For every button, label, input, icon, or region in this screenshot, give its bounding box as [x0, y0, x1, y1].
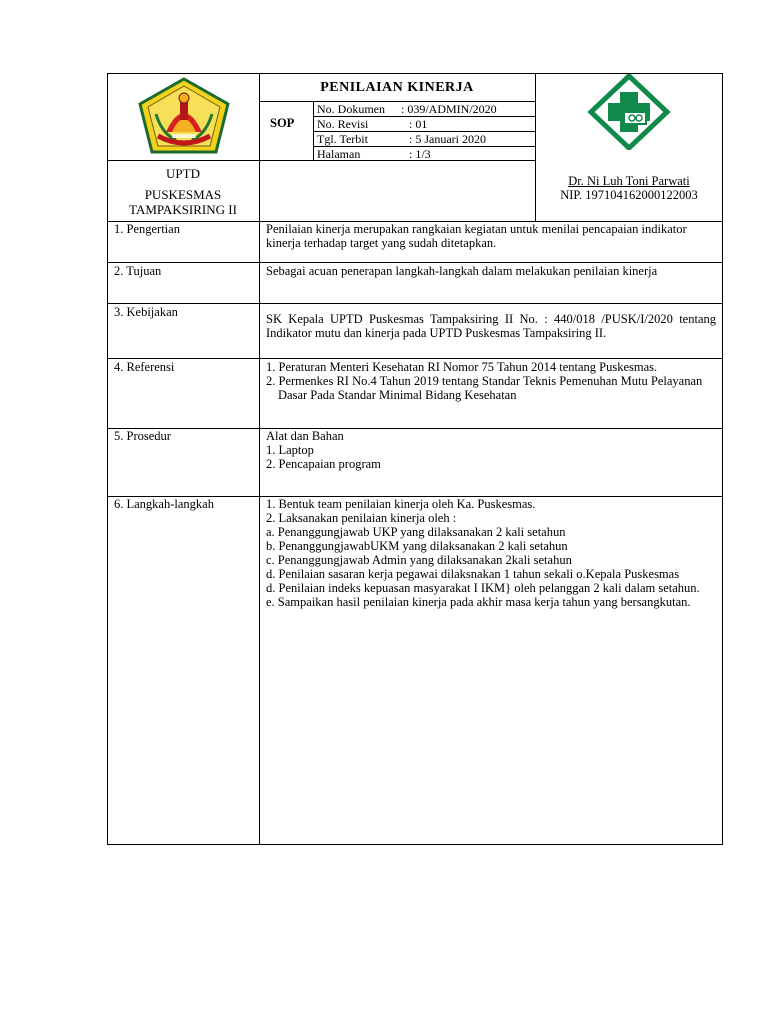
issue-date-row — [313, 132, 535, 147]
section-label-kebijakan: 3. Kebijakan — [114, 305, 178, 319]
prosedur-intro: Alat dan Bahan — [266, 429, 344, 443]
row-divider — [107, 358, 723, 359]
revision-row — [313, 117, 535, 132]
section-list-referensi — [266, 360, 716, 402]
section-label-langkah: 6. Langkah-langkah — [114, 497, 214, 511]
sop-label: SOP — [270, 116, 295, 130]
org-line-location: TAMPAKSIRING II — [129, 201, 237, 217]
list-item: c. Penanggungjawab Admin yang dilaksanakan 2kali setahun — [266, 553, 572, 567]
issue-date-value: : 5 Januari 2020 — [409, 132, 486, 146]
org-line-uptd: UPTD — [166, 166, 200, 181]
section-list-langkah — [266, 497, 716, 609]
doc-number-value: : 039/ADMIN/2020 — [401, 102, 497, 116]
list-item: 1. Peraturan Menteri Kesehatan RI Nomor 75 Tahun 2014 tentang Puskesmas. — [266, 360, 658, 374]
pemkab-gianyar-emblem-icon — [136, 74, 232, 160]
issue-date-key: Tgl. Terbit — [317, 132, 368, 146]
list-item: d. Penilaian indeks kepuasan masyarakat I IKM} oleh pelanggan 2 kali dalam setahun. — [266, 581, 700, 595]
column-divider — [259, 73, 260, 845]
organization-name — [107, 167, 259, 217]
page-key: Halaman — [317, 147, 361, 161]
org-line-puskesmas: PUSKESMAS — [144, 187, 222, 203]
list-item: d. Penilaian sasaran kerja pegawai dilaksnakan 1 tahun sekali o.Kepala Puskesmas — [266, 567, 680, 581]
section-label-tujuan: 2. Tujuan — [114, 264, 162, 278]
doc-number-key: No. Dokumen — [317, 102, 385, 116]
signer-nip: NIP. 197104162000122003 — [560, 188, 698, 202]
list-item: 2. Laksanakan penilaian kinerja oleh : — [266, 511, 457, 525]
list-item: e. Sampaikan hasil penilaian kinerja pada akhir masa kerja tahun yang bersangkutan. — [266, 595, 691, 609]
list-item: b. PenanggungjawabUKM yang dilaksanakan 2 kali setahun — [266, 539, 568, 553]
section-text-tujuan: Sebagai acuan penerapan langkah-langkah dalam melakukan penilaian kinerja — [266, 264, 658, 278]
section-label-referensi: 4. Referensi — [114, 360, 175, 374]
list-item: 1. Bentuk team penilaian kinerja oleh Ka. Puskesmas. — [266, 497, 536, 511]
signer-name: Dr. Ni Luh Toni Parwati — [568, 174, 690, 188]
document-title: PENILAIAN KINERJA — [320, 80, 474, 95]
row-divider — [107, 303, 723, 304]
section-label-pengertian: 1. Pengertian — [114, 222, 180, 236]
list-item: a. Penanggungjawab UKP yang dilaksanakan 2 kali setahun — [266, 525, 566, 539]
revision-key: No. Revisi — [317, 117, 369, 131]
page-value: : 1/3 — [409, 147, 431, 161]
doc-number-row — [313, 102, 535, 117]
list-item: 2. Pencapaian program — [266, 457, 381, 471]
puskesmas-logo-icon — [587, 74, 671, 150]
section-text-pengertian: Penilaian kinerja merupakan rangkaian kegiatan untuk menilai pencapaian indikator kinerja terhadap target yang sudah ditetapkan. — [266, 222, 687, 250]
row-divider — [107, 262, 723, 263]
signer-block — [535, 174, 723, 202]
list-item: 1. Laptop — [266, 443, 314, 457]
revision-value: : 01 — [409, 117, 428, 131]
page-row — [313, 147, 535, 162]
list-item: 2. Permenkes RI No.4 Tahun 2019 tentang Standar Teknis Pemenuhan Mutu Pelayanan Dasar Pada Standar Minimal Bidang Kesehatan — [266, 374, 703, 402]
section-text-kebijakan: SK Kepala UPTD Puskesmas Tampaksiring II No. : 440/018 /PUSK/I/2020 tentang Indikator mutu dan kinerja pada UPTD Puskesmas Tampaksiring II. — [266, 312, 716, 340]
section-list-prosedur — [266, 429, 716, 471]
section-label-prosedur: 5. Prosedur — [114, 429, 171, 443]
